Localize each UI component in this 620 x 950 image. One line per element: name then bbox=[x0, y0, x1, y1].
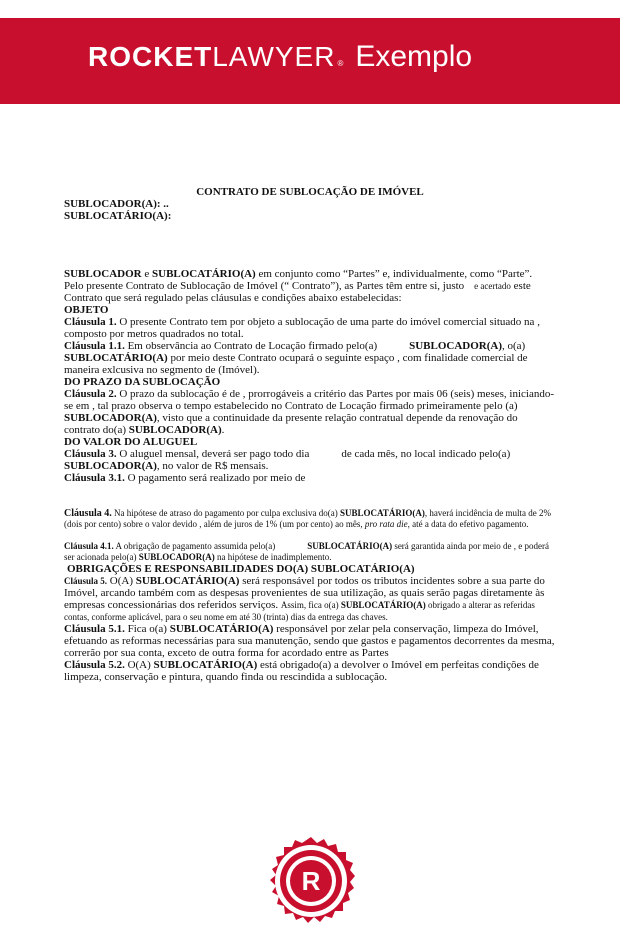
logo-registered-mark: ® bbox=[337, 59, 344, 68]
clause-1-1: Cláusula 1.1. Em observância ao Contrato de Locação firmado pelo(a) SUBLOCADOR(A), o(a) SUBLOCATÁRIO(A) por meio deste Contrato ocupará o seguinte espaço , com finalidade comercial de maneira exlcusiva no segmento de (Imóvel). bbox=[64, 340, 528, 376]
section-heading-prazo: DO PRAZO DA SUBLOCAÇÃO bbox=[64, 376, 221, 388]
clause-1: Cláusula 1. O presente Contrato tem por objeto a sublocação de uma parte do imóvel comercial situado na , composto por metros quadrados no total. bbox=[64, 316, 540, 340]
contract-document bbox=[64, 186, 556, 683]
preamble-paragraph: Pelo presente Contrato de Sublocação de Imóvel (“ Contrato”), as Partes têm entre si, justo e acertado este Contrato que será regulado pelas cláusulas e condições abaixo estabelecidas: bbox=[64, 280, 531, 304]
rocketlawyer-logo bbox=[88, 40, 472, 80]
clause-3: Cláusula 3. O aluguel mensal, deverá ser pago todo dia de cada mês, no local indicado pelo(a) SUBLOCADOR(A), no valor de R$ mensais. bbox=[64, 448, 511, 472]
section-heading-objeto: OBJETO bbox=[64, 304, 109, 316]
logo-lawyer-text: LAWYER bbox=[212, 41, 336, 72]
clause-4: Cláusula 4. Na hipótese de atraso do pagamento por culpa exclusiva do(a) SUBLOCATÁRIO(A), haverá incidência de multa de 2% (dois por cento) sobre o valor devido , além de juros de 1% (um por cento) ao mês, pro rata die, até a data do efetivo pagamento. bbox=[64, 508, 552, 529]
logo-rocket-text: ROCKET bbox=[88, 41, 213, 72]
rocketlawyer-banner bbox=[0, 18, 620, 104]
clause-2: Cláusula 2. O prazo da sublocação é de , prorrogáveis a critério das Partes por mais 06 (seis) meses, iniciando-se em , tal prazo observa o tempo estabelecido no Contrato de Locação firmado primeiramente pelo (a) SUBLOCADOR(A), visto que a continuidade da presente relação contratual depende da renovação do contrato do(a) SUBLOCADOR(A). bbox=[64, 388, 554, 436]
banner-label: Exemplo bbox=[355, 40, 473, 73]
section-heading-valor: DO VALOR DO ALUGUEL bbox=[64, 436, 198, 448]
document-title: CONTRATO DE SUBLOCAÇÃO DE IMÓVEL bbox=[196, 186, 424, 198]
clause-4-1: Cláusula 4.1. A obrigação de pagamento assumida pelo(a) SUBLOCATÁRIO(A) será garantida ainda por meio de , e poderá ser acionada pelo(a) SUBLOCADOR(A) na hipótese de inadimplemento. bbox=[64, 541, 549, 562]
clause-3-1: Cláusula 3.1. O pagamento será realizado por meio de bbox=[64, 472, 306, 484]
parties-block bbox=[64, 198, 556, 222]
clause-5-2: Cláusula 5.2. O(A) SUBLOCATÁRIO(A) está obrigado(a) a devolver o Imóvel em perfeitas condições de limpeza, conservação e pintura, quando finda ou rescindida a sublocação. bbox=[64, 659, 539, 683]
parties-paragraph: SUBLOCADOR e SUBLOCATÁRIO(A) em conjunto como “Partes” e, individualmente, como “Parte”. bbox=[64, 268, 533, 280]
clause-5: Cláusula 5. O(A) SUBLOCATÁRIO(A) será responsável por todos os tributos incidentes sobre a sua parte do Imóvel, arcando também com as despesas provenientes de sua utilização, as quais serão pagas diretamente às empresas concessionárias dos referidos serviços. Assim, fica o(a) SUBLOCATÁRIO(A) obrigado a alterar as referidas contas, conforme aplicável, para o seu nome em até 30 (trinta) dias da entrega das chaves. bbox=[64, 575, 545, 622]
rocketlawyer-seal-icon bbox=[267, 837, 355, 925]
section-heading-obrigacoes: OBRIGAÇÕES E RESPONSABILIDADES DO(A) SUBLOCATÁRIO(A) bbox=[67, 563, 415, 575]
sublocatario-label: SUBLOCATÁRIO(A): bbox=[64, 210, 172, 222]
sublocador-label: SUBLOCADOR(A): .. bbox=[64, 198, 169, 210]
clause-5-1: Cláusula 5.1. Fica o(a) SUBLOCATÁRIO(A) responsável por zelar pela conservação, limpeza do Imóvel, efetuando as reformas necessárias para sua manutenção, sendo que gastos e pagamentos decorrentes da mesma, correrão por sua conta, exceto de outra forma for acordado entre as Partes bbox=[64, 623, 555, 659]
seal-letter: R bbox=[301, 866, 321, 896]
